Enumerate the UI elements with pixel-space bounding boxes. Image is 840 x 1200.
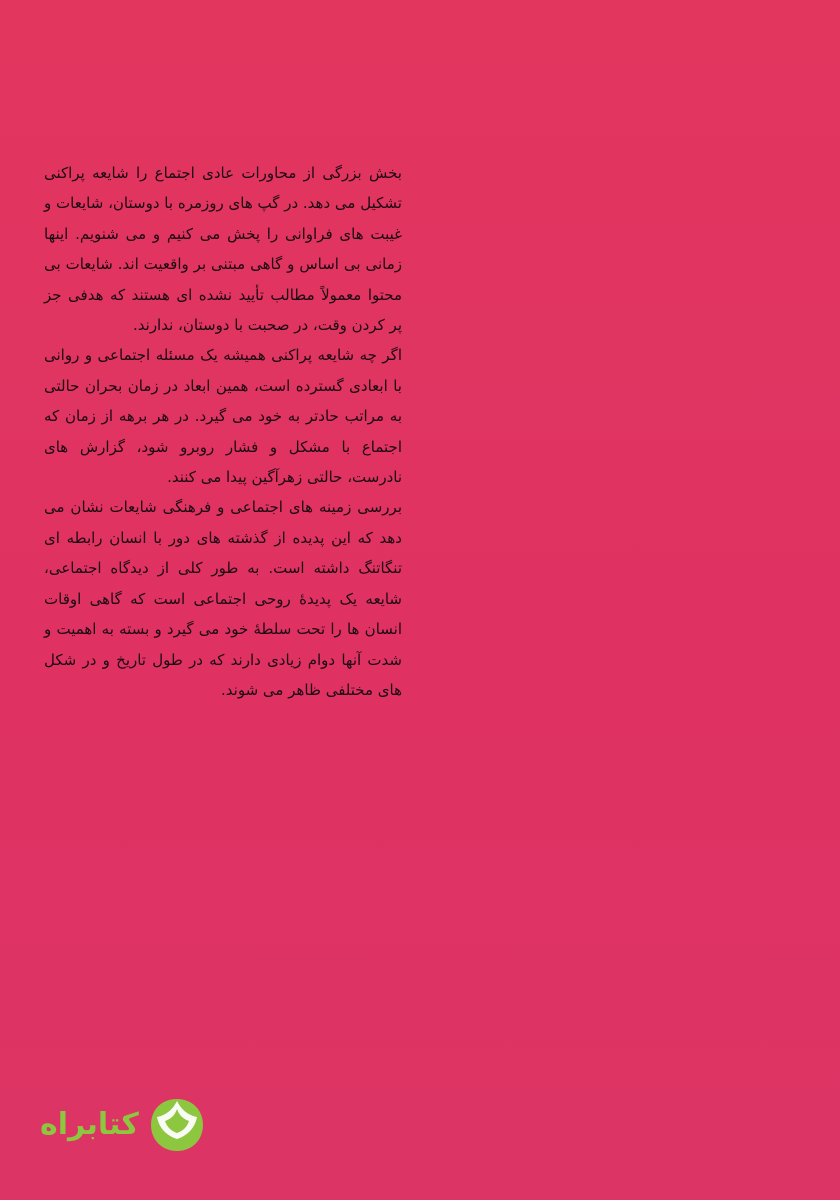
publisher-name: کتابراه bbox=[40, 1107, 139, 1142]
blurb-paragraph-1: بخش بزرگی از محاورات عادی اجتماع را شایعه پراکنی تشکیل می دهد. در گپ های روزمره با دوستان، شایعات و غیبت های فراوانی را پخش می کنیم و می شنویم. اینها زمانی بی اساس و گاهی مبتنی بر واقعیت اند. شایعات بی محتوا معمولاً مطالب تأیید نشده ای هستند که هدفی جز پر کردن وقت، در صحبت با دوستان، ندارند. bbox=[44, 164, 402, 335]
blurb-paragraph-3: بررسی زمینه های اجتماعی و فرهنگی شایعات نشان می دهد که این پدیده از گذشته های دور با انسان رابطه ای تنگاتنگ داشته است. به طور کلی از دیدگاه اجتماعی، شایعه یک پدیدهٔ روحی اجتماعی است که گاهی اوقات انسان ها را تحت سلطهٔ خود می گیرد و بسته به اهمیت و شدت آنها دوام زیادی دارند که در طول تاریخ و در شکل های مختلفی ظاهر می شوند. bbox=[44, 498, 402, 699]
publisher-logo bbox=[40, 1094, 216, 1156]
book-leaf-icon bbox=[147, 1095, 207, 1155]
blurb-paragraph-2: اگر چه شایعه پراکنی همیشه یک مسئله اجتماعی و روانی با ابعادی گسترده است، همین ابعاد در زمان بحران حالتی به مراتب حادتر به خود می گیرد. در هر برهه از زمان که اجتماع با مشکل و فشار روبرو شود، گزارش های نادرست، حالتی زهرآگین پیدا می کنند. bbox=[44, 346, 402, 487]
back-cover-blurb bbox=[44, 158, 402, 705]
